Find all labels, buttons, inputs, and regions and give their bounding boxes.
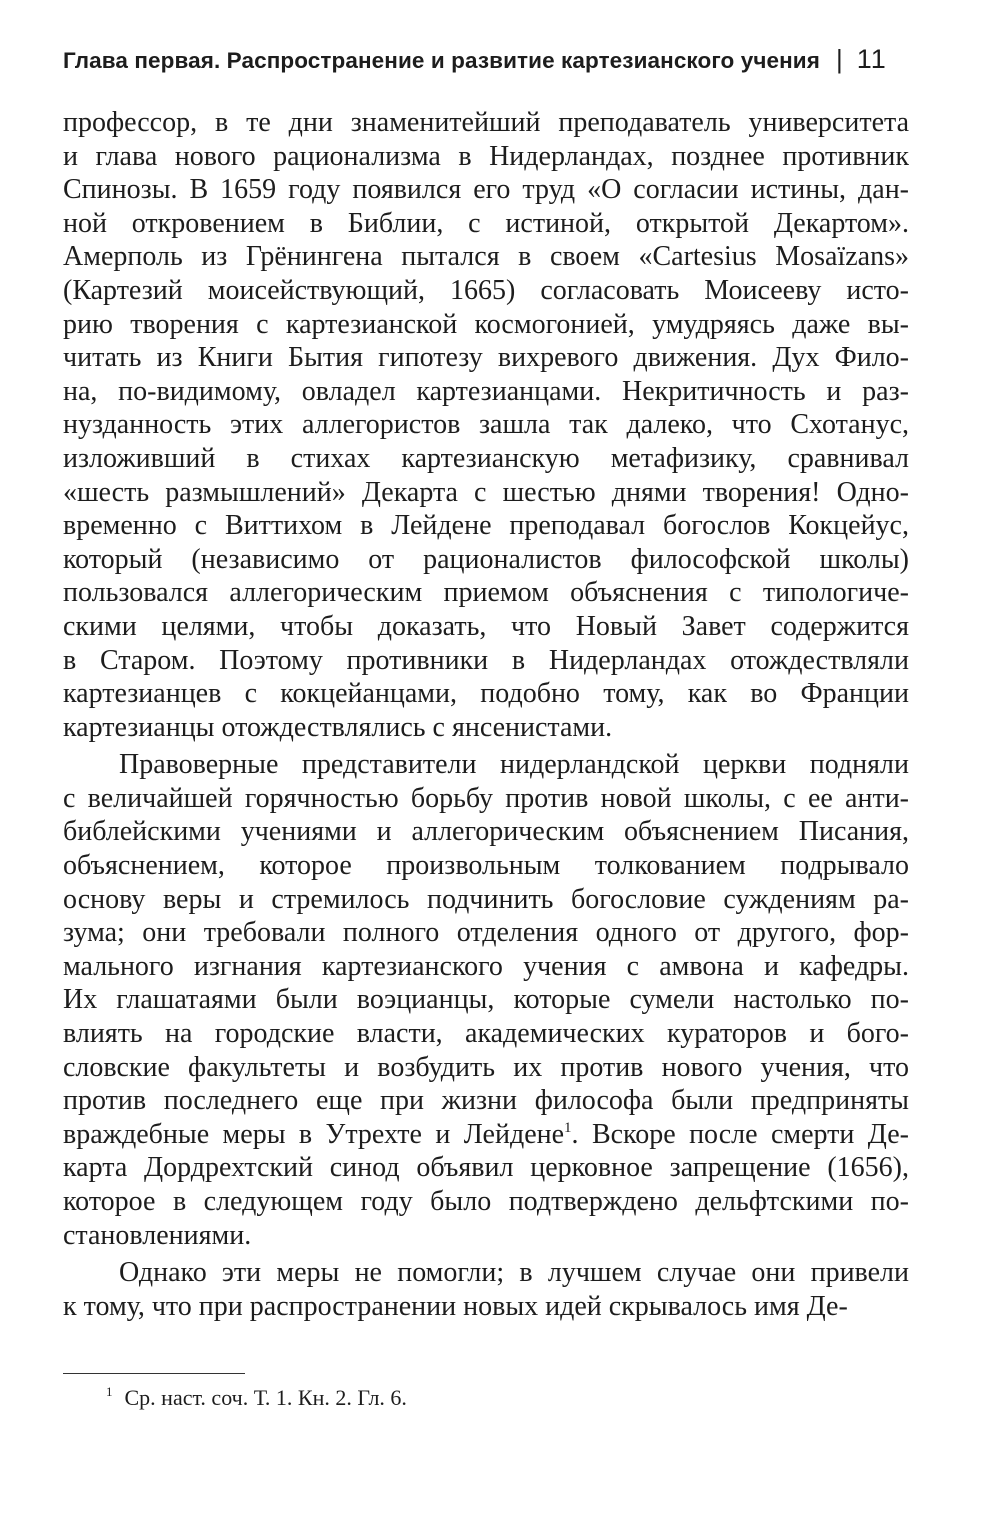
paragraph <box>63 748 909 1252</box>
running-header <box>63 44 923 84</box>
text-line: читать из Книги Бытия гипотезу вихревого движения. Дух Фило- <box>63 342 909 374</box>
text-line: которое в следующем году было подтверждено дельфтскими по- <box>63 1186 909 1217</box>
text-line: становлениями. <box>63 1219 252 1251</box>
footnote-marker: 1 <box>106 1384 113 1399</box>
text-line: мального изгнания картезианского учения с амвона и кафедры. <box>63 950 909 982</box>
text-line: «шесть размышлений» Декарта с шестью днями творения! Одно- <box>63 476 909 508</box>
text-line: основу веры и стремилось подчинить богословие суждениям ра- <box>63 883 909 915</box>
text-line: и глава нового рационализма в Нидерландах, позднее противник <box>63 140 909 172</box>
text-line: объяснением, которое произвольным толкованием подрывало <box>63 850 909 882</box>
text-line: Однако эти меры не помогли; в лучшем случае они привели <box>119 1257 909 1289</box>
text-line: изложивший в стихах картезианскую метафизику, сравнивал <box>63 442 909 474</box>
text-line: против последнего еще при жизни философа были предприняты <box>63 1085 909 1117</box>
header-separator: | <box>835 44 843 74</box>
footnote-reference[interactable]: 1 <box>564 1119 572 1136</box>
footnote-divider <box>63 1373 245 1374</box>
text-line: нузданность этих аллегористов зашла так далеко, что Схотанус, <box>63 409 909 441</box>
page-number: 11 <box>856 44 887 74</box>
text-line: Амерполь из Грёнингена пытался в своем «Cartesius Mosaïzans» <box>63 241 909 273</box>
text-segment: . Вскоре после смерти Де- <box>571 1118 909 1150</box>
text-line: скими целями, чтобы доказать, что Новый Завет содержится <box>63 610 909 642</box>
text-line: к тому, что при распространении новых идей скрывалось имя Де- <box>63 1290 848 1322</box>
text-line: зума; они требовали полного отделения одного от другого, фор- <box>63 917 909 949</box>
text-line <box>63 1118 909 1152</box>
text-line: Правоверные представители нидерландской церкви подняли <box>119 749 909 781</box>
text-line: с величайшей горячностью борьбу против новой школы, с ее анти- <box>63 782 909 814</box>
text-line: Спинозы. В 1659 году появился его труд «О согласии истины, дан- <box>63 174 909 206</box>
text-line: (Картезий моисействующий, 1665) согласовать Моисееву исто- <box>63 274 909 306</box>
paragraph <box>63 106 909 744</box>
text-line: карта Дордрехтский синод объявил церковное запрещение (1656), <box>63 1152 909 1184</box>
text-line: пользовался аллегорическим приемом объяснения с типологиче- <box>63 577 909 609</box>
text-line: влиять на городские власти, академических кураторов и бого- <box>63 1018 909 1050</box>
text-line: картезианцы отождествлялись с янсенистами. <box>63 711 613 743</box>
text-segment: враждебные меры в Утрехте и Лейдене <box>63 1118 565 1150</box>
text-line: Их глашатаями были воэцианцы, которые сумели настолько по- <box>63 984 909 1016</box>
text-line: рию творения с картезианской космогонией, умудряясь даже вы- <box>63 308 909 340</box>
running-title: Глава первая. Распространение и развитие картезианского учения <box>63 48 820 73</box>
text-line: картезианцев с кокцейанцами, подобно тому, как во Франции <box>63 678 909 710</box>
text-line: временно с Виттихом в Лейдене преподавал богослов Кокцейус, <box>63 510 909 542</box>
text-line: словские факультеты и возбудить их против нового учения, что <box>63 1051 909 1083</box>
text-line: ной откровением в Библии, с истиной, открытой Декартом». <box>63 207 909 239</box>
footnote <box>106 1384 407 1412</box>
text-line: который (независимо от рационалистов философской школы) <box>63 543 909 575</box>
paragraph <box>63 1256 909 1323</box>
body-text <box>63 106 909 1323</box>
text-line: библейскими учениями и аллегорическим объяснением Писания, <box>63 816 909 848</box>
text-line: в Старом. Поэтому противники в Нидерландах отождествляли <box>63 644 909 676</box>
footnote-text: Ср. наст. соч. Т. 1. Кн. 2. Гл. 6. <box>124 1385 407 1410</box>
text-line: на, по-видимому, овладел картезианцами. Некритичность и раз- <box>63 375 909 407</box>
text-line: профессор, в те дни знаменитейший преподаватель университета <box>63 107 909 138</box>
